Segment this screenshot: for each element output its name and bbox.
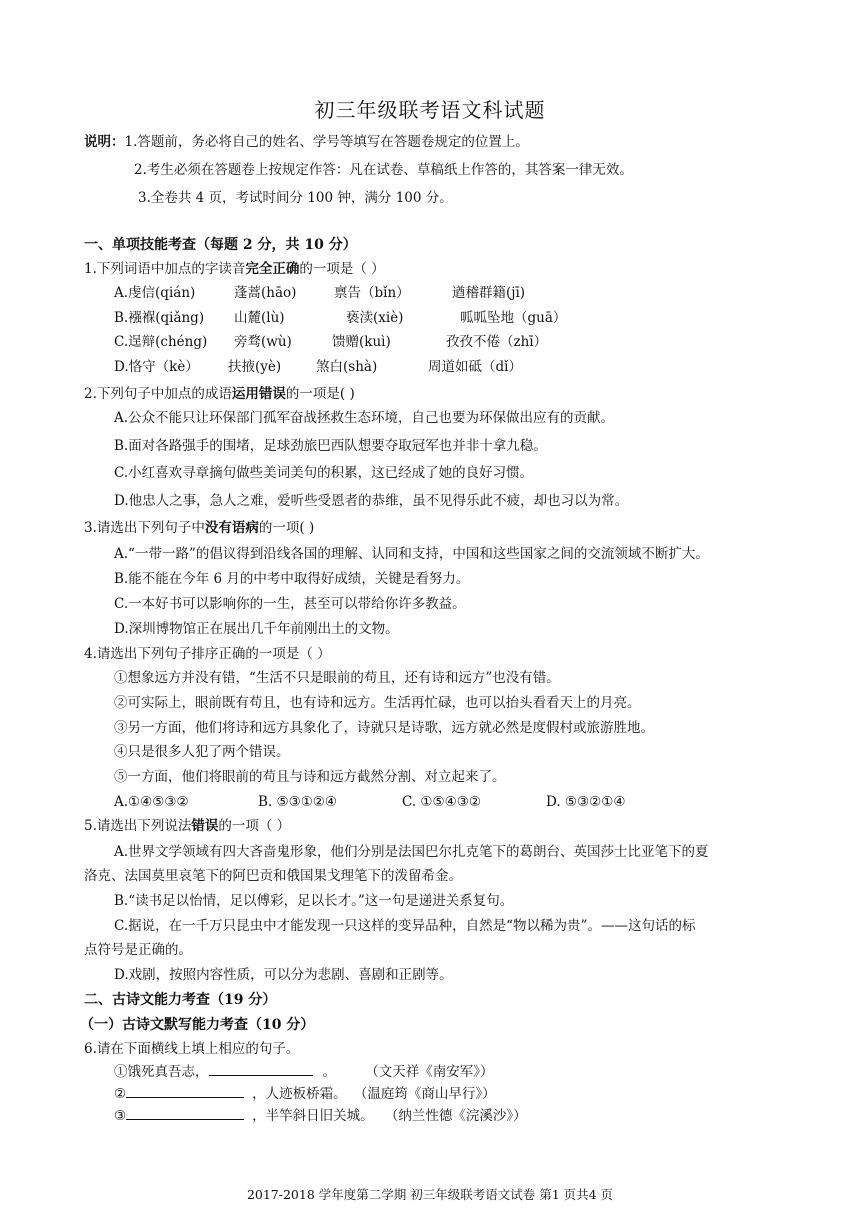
stem-emphasis: 完全正确 — [245, 261, 300, 277]
stem-text: 的一项是（ ） — [299, 261, 385, 277]
option-cell: 扶掖(yè) — [228, 359, 282, 375]
q2-option: A.公众不能只让环保部门孤军奋战拯救生态环境，自己也要为环保做出应有的贡献。 — [114, 410, 615, 426]
choice: A.①④⑤③② — [114, 794, 189, 810]
q3-option: A.“一带一路”的倡议得到沿线各国的理解、认同和支持，中国和这些国家之间的交流领域不断扩大。 — [114, 546, 709, 562]
q6-prefix: ①饿死真吾志， — [114, 1064, 209, 1080]
option-cell: C.逞辩(chéng) — [114, 334, 208, 350]
q4-sentence: ②可实际上，眼前既有苟且，也有诗和远方。生活再忙碌，也可以抬头看看天上的月亮。 — [114, 695, 641, 711]
q4-sentence: ⑤一方面，他们将眼前的苟且与诗和远方截然分割、对立起来了。 — [114, 769, 506, 785]
option-cell: A.虔信(qián) — [114, 285, 196, 301]
q2-option: B.面对各路强手的围堵，足球劲旅巴西队想要夺取冠军也并非十拿九稳。 — [114, 438, 547, 454]
answer-blank[interactable] — [126, 1083, 244, 1098]
q6-item-3 — [114, 1105, 527, 1125]
stem-text: 2.下列句子中加点的成语 — [84, 386, 232, 402]
q6-suffix: 。 — [322, 1064, 336, 1080]
q5-option-a-cont: 洛克、法国莫里哀笔下的阿巴贡和俄国果戈理笔下的泼留希金。 — [84, 868, 462, 884]
instruction-item: 3.全卷共 4 页，考试时间分 100 钟，满分 100 分。 — [138, 190, 453, 206]
section-heading: 二、古诗文能力考查（19 分） — [84, 992, 277, 1008]
stem-text: 3.请选出下列句子中 — [84, 520, 205, 536]
instruction-item: 1.答题前，务必将自己的姓名、学号等填写在答题卷规定的位置上。 — [124, 134, 529, 150]
q3-option: C.一本好书可以影响你的一生，甚至可以带给你许多教益。 — [114, 596, 466, 612]
question-2-stem — [84, 385, 355, 403]
question-3-stem — [84, 519, 314, 537]
option-cell: 亵渎(xiè) — [346, 310, 404, 326]
sub-section-heading: （一）古诗文默写能力考查（10 分） — [80, 1017, 315, 1033]
q5-option-d: D.戏剧，按照内容性质，可以分为悲剧、喜剧和正剧等。 — [114, 967, 453, 983]
answer-blank[interactable] — [126, 1105, 244, 1120]
q5-option-a: A.世界文学领域有四大吝啬鬼形象，他们分别是法国巴尔扎克笔下的葛朗台、英国莎士比亚笔下的夏 — [114, 844, 709, 860]
q3-option: D.深圳博物馆正在展出几千年前刚出土的文物。 — [114, 621, 399, 637]
q6-prefix: ② — [114, 1086, 127, 1102]
stem-text: 1.下列词语中加点的字读音 — [84, 261, 246, 277]
stem-text: 5.请选出下列说法 — [84, 818, 192, 834]
q1-option-row-a — [114, 284, 525, 302]
q1-option-row-d — [114, 358, 522, 376]
stem-text: 的一项是( ) — [285, 386, 355, 402]
answer-blank[interactable] — [209, 1061, 313, 1076]
instruction-item: 2.考生必须在答题卷上按规定作答：凡在试卷、草稿纸上作答的，其答案一律无效。 — [134, 162, 633, 178]
option-cell: 旁骛(wù) — [234, 334, 292, 350]
stem-emphasis: 错误 — [191, 818, 219, 834]
q5-option-c-cont: 点符号是正确的。 — [84, 942, 192, 958]
q6-source: （纳兰性德《浣溪沙》） — [391, 1108, 527, 1124]
instructions-line-1 — [84, 133, 529, 151]
q4-choices — [114, 793, 625, 811]
option-cell: 呱呱坠地（guā） — [460, 310, 567, 326]
q5-option-c: C.据说，在一千万只昆虫中才能发现一只这样的变异品种，自然是“物以稀为贵”。——这句话的标 — [114, 918, 696, 934]
option-cell: D.恪守（kè） — [114, 359, 199, 375]
question-4-stem: 4.请选出下列句子排序正确的一项是（ ） — [84, 646, 331, 662]
q6-prefix: ③ — [114, 1108, 127, 1124]
page-title: 初三年级联考语文科试题 — [314, 98, 546, 122]
option-cell: 遒稽群籍(jī) — [452, 285, 526, 301]
stem-text: 的一项（ ） — [218, 818, 291, 834]
instructions-label: 说明： — [84, 134, 125, 150]
q6-item-1 — [114, 1061, 494, 1081]
q4-sentence: ①想象远方并没有错，“生活不只是眼前的苟且，还有诗和远方”也没有错。 — [114, 670, 560, 686]
q4-sentence: ③另一方面，他们将诗和远方具象化了，诗就只是诗歌，远方就必然是度假村或旅游胜地。 — [114, 720, 654, 736]
option-cell: 蓬蒿(hāo) — [234, 285, 297, 301]
option-cell: 馈赠(kuì) — [332, 334, 391, 350]
choice: D. ⑤③②①④ — [546, 794, 626, 810]
q1-option-row-c — [114, 333, 547, 351]
option-cell: 山麓(lù) — [234, 310, 285, 326]
q5-option-b: B.“读书足以怡情，足以傅彩，足以长才。”这一句是递进关系复句。 — [114, 893, 514, 909]
stem-text: 的一项( ) — [258, 520, 315, 536]
question-6-stem: 6.请在下面横线上填上相应的句子。 — [84, 1041, 300, 1057]
q3-option: B.能不能在今年 6 月的中考中取得好成绩，关键是看努力。 — [114, 571, 470, 587]
page-footer: 2017-2018 学年度第二学期 初三年级联考语文试卷 第1 页共4 页 — [246, 1187, 614, 1202]
option-cell: 周道如砥（dǐ） — [428, 359, 522, 375]
option-cell: B.襁褓(qiǎng) — [114, 310, 205, 326]
q6-source: （文天祥《南安军》） — [372, 1064, 494, 1080]
section-heading: 一、单项技能考查（每题 2 分，共 10 分） — [84, 237, 357, 253]
choice: C. ①⑤④③② — [402, 794, 481, 810]
option-cell: 孜孜不倦（zhī） — [446, 334, 548, 350]
q2-option: D.他忠人之事，急人之难，爱听些受恩者的恭维，虽不见得乐此不疲，却也习以为常。 — [114, 493, 629, 509]
q4-sentence: ④只是很多人犯了两个错误。 — [114, 744, 290, 760]
option-cell: 煞白(shà) — [316, 359, 378, 375]
q6-source: （温庭筠《商山早行》） — [360, 1086, 496, 1102]
q6-suffix: ，人迹板桥霜。 — [252, 1086, 347, 1102]
q6-suffix: ，半竿斜日旧关城。 — [252, 1108, 374, 1124]
q6-item-2 — [114, 1083, 496, 1103]
q2-option: C.小红喜欢寻章摘句做些美词美句的积累，这已经成了她的良好习惯。 — [114, 465, 534, 481]
stem-emphasis: 没有语病 — [204, 520, 259, 536]
choice: B. ⑤③①②④ — [258, 794, 338, 810]
stem-emphasis: 运用错误 — [231, 386, 286, 402]
question-1-stem — [84, 260, 385, 278]
q1-option-row-b — [114, 309, 566, 327]
question-5-stem — [84, 817, 290, 835]
option-cell: 禀告（bǐn） — [334, 285, 410, 301]
